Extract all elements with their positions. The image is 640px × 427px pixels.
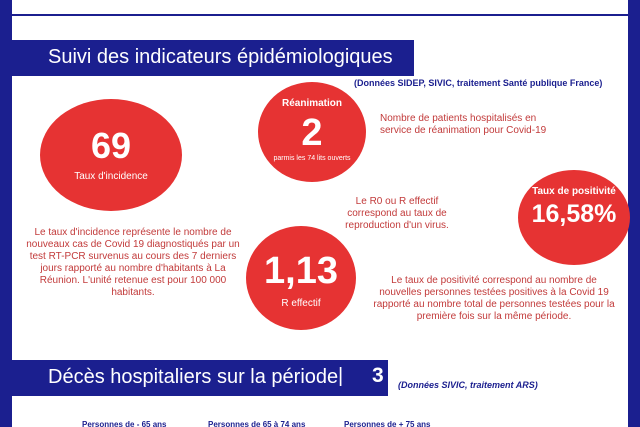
positivity-value: 16,58% <box>531 200 617 228</box>
r-effectif-label: R effectif <box>281 298 321 309</box>
positivity-circle <box>518 170 630 265</box>
reanimation-sublabel: parmis les 74 lits ouverts <box>273 155 351 162</box>
reanimation-circle <box>258 82 366 182</box>
age-group-over-75: Personnes de + 75 ans <box>344 420 431 427</box>
reanimation-label: Réanimation <box>281 98 342 109</box>
incidence-label: Taux d'incidence <box>74 171 148 182</box>
deaths-value: 3 <box>372 364 384 387</box>
deaths-source: (Données SIVIC, traitement ARS) <box>398 380 538 390</box>
positivity-description: Le taux de positivité correspond au nombre de nouvelles personnes testées positives à la Covid 19 rapporté au nombre total de personnes testées pour la première fois sur la même période. <box>373 275 615 322</box>
deaths-banner <box>12 360 388 396</box>
incidence-description: Le taux d'incidence représente le nombre de nouveaux cas de Covid 19 diagnostiqués par un test RT-PCR survenus au cours des 7 derniers jours rapporté au nombre d'habitants à La Réunion. L'unité retenue est pour 100 000 habitants. <box>26 227 240 298</box>
positivity-label: Taux de positivité <box>532 186 616 197</box>
left-border <box>0 0 12 427</box>
r-effectif-description: Le R0 ou R effectif correspond au taux de reproduction d'un virus. <box>345 196 449 231</box>
indicators-banner <box>12 40 414 76</box>
reanimation-value: 2 <box>301 112 323 154</box>
age-group-under-65: Personnes de - 65 ans <box>82 420 167 427</box>
r-effectif-value: 1,13 <box>264 250 338 292</box>
incidence-value: 69 <box>90 125 132 166</box>
indicators-title: Suivi des indicateurs épidémiologiques <box>48 46 393 68</box>
deaths-separator: | <box>338 365 344 387</box>
age-groups <box>0 420 640 427</box>
reanimation-description: Nombre de patients hospitalisés en service de réanimation pour Covid-19 <box>380 113 547 136</box>
indicators-source: (Données SIDEP, SIVIC, traitement Santé publique France) <box>354 78 603 88</box>
r-effectif-circle <box>246 226 356 330</box>
deaths-title: Décès hospitaliers sur la période <box>48 366 339 388</box>
incidence-circle <box>40 99 182 211</box>
age-group-65-74: Personnes de 65 à 74 ans <box>208 420 306 427</box>
top-border <box>0 0 640 16</box>
